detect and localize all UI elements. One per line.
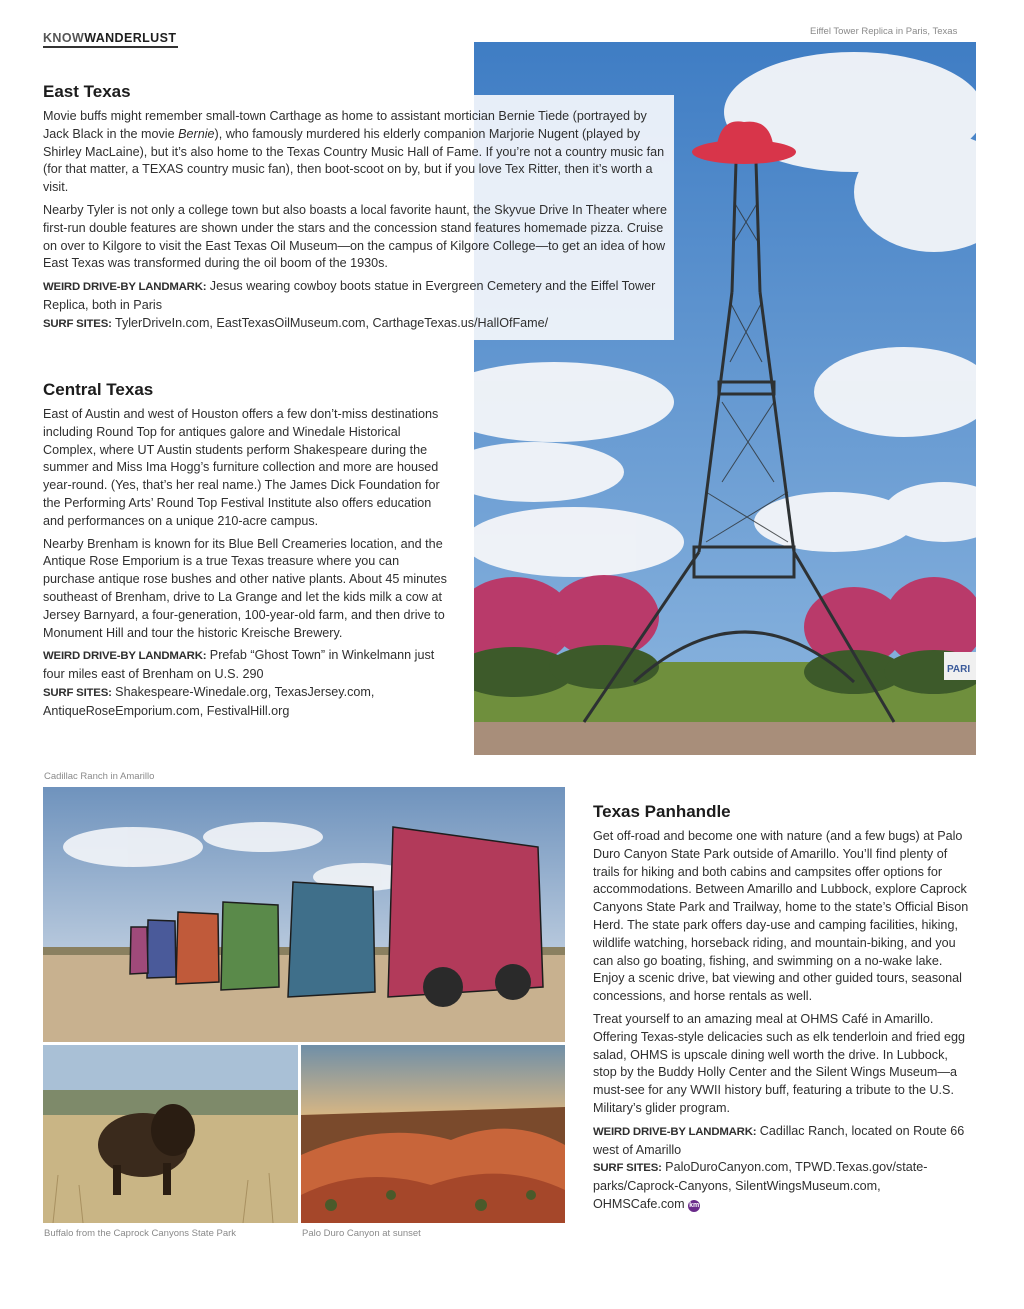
brand-underline [43,46,178,48]
panhandle-body [593,828,973,1214]
central-texas-body [43,406,448,721]
photo-sign-text: PARI [947,664,971,675]
central-texas-surf-sites: SURF SITES: Shakespeare-Winedale.org, TexasJersey.com, AntiqueRoseEmporium.com, FestivalHill.org [43,684,375,718]
panhandle-heading: Texas Panhandle [593,802,731,821]
east-texas-body [43,108,668,334]
canyon-caption: Palo Duro Canyon at sunset [302,1228,421,1239]
central-texas-paragraph-2: Nearby Brenham is known for its Blue Bell Creameries location, and the Antique Rose Emporium is a true Texas treasure where you can purchase antique rose bushes and other native plants. About 45 minutes southeast of Brenham, drive to La Grange and let the kids milk a cow at Jersey Barnyard, a four-generation, 100-year-old farm, and then drive to Monument Hill and tour the historic Kreische Brewery. [43,536,447,640]
central-texas-paragraph-1: East of Austin and west of Houston offers a few don’t-miss destinations including Round Top for antiques galore and Winedale Historical Complex, where UT Austin students perform Shakespeare during the summer and Miss Ima Hogg’s furniture collection and more are housed year-round. (Yes, that’s her real name.) The James Dick Foundation for the Performing Arts’ Round Top Festival Institute also offers education and performances on a unique 210-acre campus. [43,407,440,528]
buffalo-caption: Buffalo from the Caprock Canyons State Park [44,1228,237,1239]
panhandle-paragraph-2: Treat yourself to an amazing meal at OHMS Café in Amarillo. Offering Texas-style delicacies such as elk tenderloin and fried egg salad, OHMS is upscale dining well worth the drive. In Lubbock, stop by the Buddy Holly Center and the Silent Wings Museum—a must-see for any WWII history buff, featuring a tribute to the U.S. Military’s glider program. [593,1011,965,1115]
east-texas-paragraph-1: Movie buffs might remember small-town Carthage as home to assistant mortician Bernie Tiede (portrayed by Jack Black in the movie Bernie), who famously murdered his elderly companion Marjorie Nugent (played by Shirley MacLaine), but it’s also home to the Texas Country Music Hall of Fame. If you’re not a country music fan (for that matter, a TEXAS country music fan), then boot-scoot on by, but if you love Tex Ritter, then it’s worth a visit. [43,109,665,195]
panhandle-landmark: WEIRD DRIVE-BY LANDMARK: Cadillac Ranch, located on Route 66 west of Amarillo [593,1123,965,1157]
east-texas-heading: East Texas [43,82,131,101]
central-texas-heading: Central Texas [43,380,154,399]
panhandle-surf-sites: SURF SITES: PaloDuroCanyon.com, TPWD.Texas.gov/state-parks/Caprock-Canyons, SilentWingsMuseum.com, OHMSCafe.com km [593,1160,928,1211]
end-mark-icon: km [688,1200,700,1212]
brand-logo: KNOWWANDERLUST [43,31,177,45]
east-texas-landmark: WEIRD DRIVE-BY LANDMARK: Jesus wearing cowboy boots statue in Evergreen Cemetery and the Eiffel Tower Replica, both in Paris [43,279,656,312]
east-texas-paragraph-2: Nearby Tyler is not only a college town but also boasts a local favorite haunt, the Skyvue Drive In Theater where first-run double features are shown under the stars and the concession stand features homemade pizza. Cruise on over to Kilgore to visit the East Texas Oil Museum—on the campus of Kilgore College—to get an idea of how East Texas was transformed during the oil boom of the 1930s. [43,202,667,271]
cadillac-ranch-photo [43,787,565,1042]
buffalo-photo [43,1045,298,1223]
central-texas-landmark: WEIRD DRIVE-BY LANDMARK: Prefab “Ghost Town” in Winkelmann just four miles east of Brenham on U.S. 290 [43,648,435,682]
eiffel-caption: Eiffel Tower Replica in Paris, Texas [810,26,958,37]
east-texas-surf-sites: SURF SITES: TylerDriveIn.com, EastTexasOilMuseum.com, CarthageTexas.us/HallOfFame/ [43,315,549,330]
cadillac-caption: Cadillac Ranch in Amarillo [44,771,155,782]
panhandle-paragraph-1: Get off-road and become one with nature (and a few bugs) at Palo Duro Canyon State Park outside of Amarillo. You’ll find plenty of trails for hiking and both cabins and campsites offer options for accommodations. Between Amarillo and Lubbock, explore Caprock Canyons State Park and Trailway, home to the state’s Official Bison Herd. The state park offers day-use and camping facilities, hiking, wildlife watching, horseback riding, and mountain-biking, and you can also go boating, fishing, and swimming on a no-wake lake. Enjoy a scenic drive, bat viewing and other guided tours, seasonal concessions, and horse rentals as well. [593,829,969,1004]
palo-duro-canyon-photo [301,1045,565,1223]
